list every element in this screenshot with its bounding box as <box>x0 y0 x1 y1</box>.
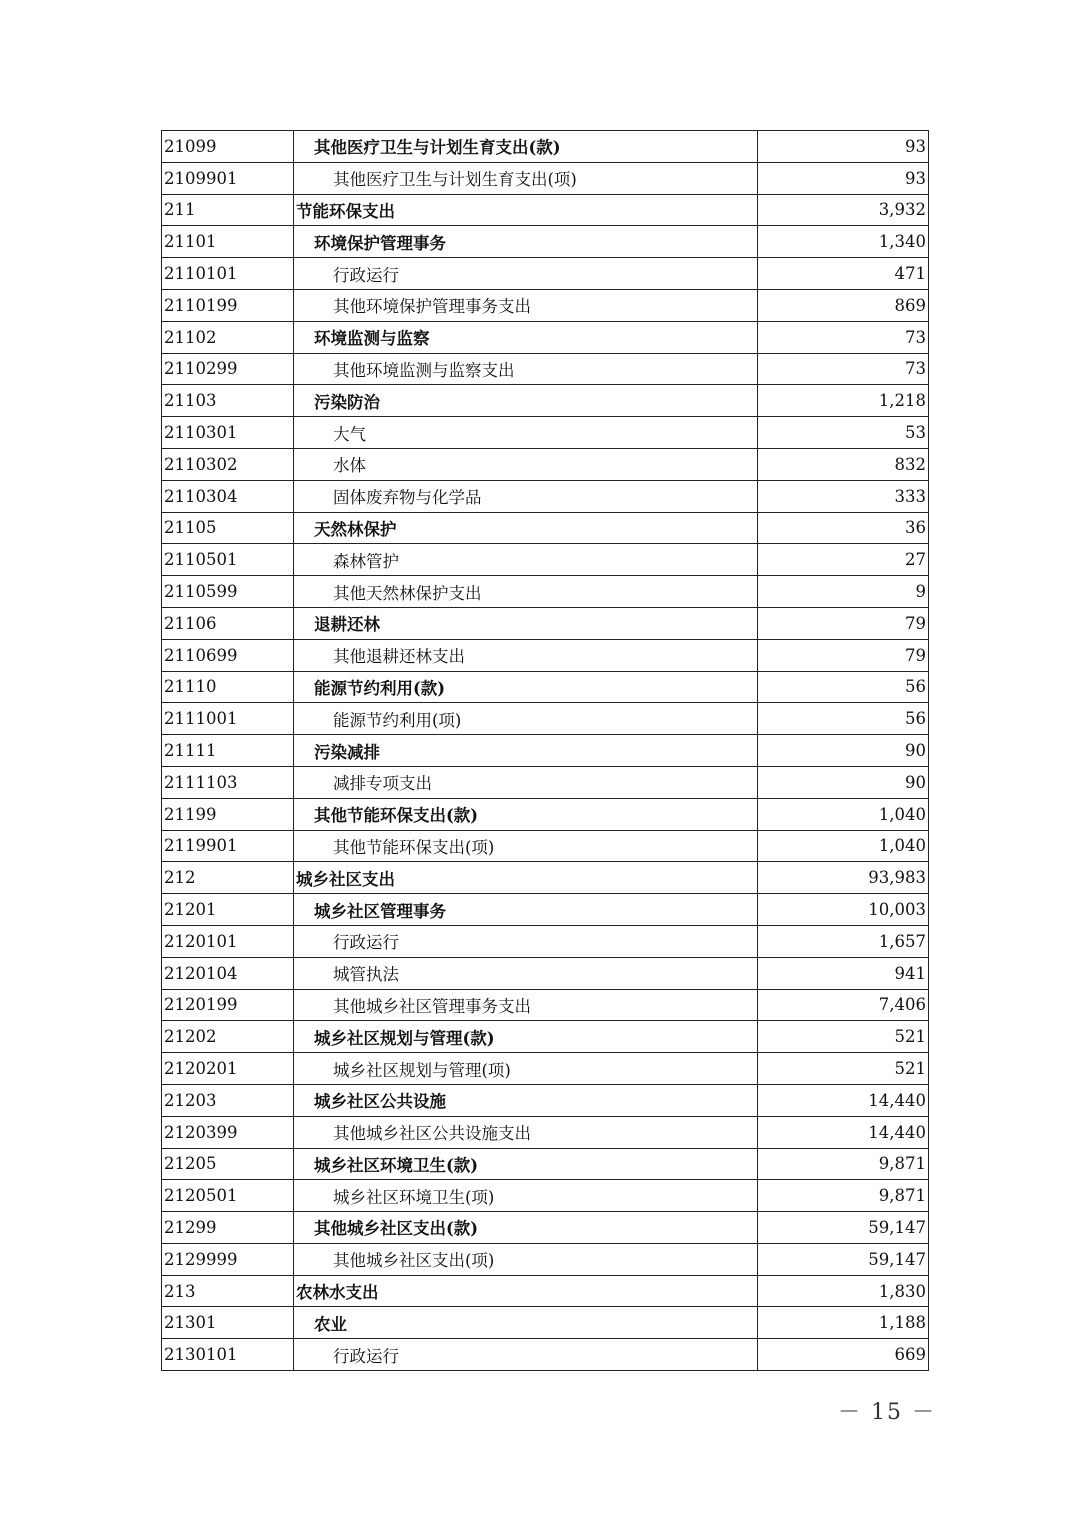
subject-name: 城管执法 <box>294 957 758 989</box>
table-row <box>162 226 929 258</box>
subject-code: 2110301 <box>162 417 294 449</box>
amount-value: 90 <box>758 766 929 798</box>
subject-name: 农业 <box>294 1307 758 1339</box>
subject-name: 天然林保护 <box>294 512 758 544</box>
subject-code: 21110 <box>162 671 294 703</box>
subject-code: 2110501 <box>162 544 294 576</box>
subject-name: 其他城乡社区公共设施支出 <box>294 1116 758 1148</box>
amount-value: 521 <box>758 1021 929 1053</box>
subject-name: 其他城乡社区支出(项) <box>294 1243 758 1275</box>
subject-name: 城乡社区规划与管理(款) <box>294 1021 758 1053</box>
amount-value: 93 <box>758 162 929 194</box>
subject-code: 2110299 <box>162 353 294 385</box>
subject-code: 2110199 <box>162 289 294 321</box>
amount-value: 59,147 <box>758 1212 929 1244</box>
amount-value: 1,830 <box>758 1275 929 1307</box>
subject-code: 2110599 <box>162 576 294 608</box>
table-row <box>162 417 929 449</box>
budget-table <box>161 130 929 1371</box>
subject-name: 行政运行 <box>294 1339 758 1371</box>
subject-name: 城乡社区环境卫生(项) <box>294 1180 758 1212</box>
amount-value: 9,871 <box>758 1180 929 1212</box>
subject-name: 大气 <box>294 417 758 449</box>
table-row <box>162 289 929 321</box>
subject-name: 城乡社区管理事务 <box>294 894 758 926</box>
table-row <box>162 448 929 480</box>
table-body <box>162 131 929 1371</box>
subject-name: 其他天然林保护支出 <box>294 576 758 608</box>
subject-code: 21205 <box>162 1148 294 1180</box>
amount-value: 53 <box>758 417 929 449</box>
amount-value: 93 <box>758 131 929 163</box>
table-row <box>162 1148 929 1180</box>
table-row <box>162 703 929 735</box>
subject-code: 21102 <box>162 321 294 353</box>
amount-value: 10,003 <box>758 894 929 926</box>
subject-name: 能源节约利用(项) <box>294 703 758 735</box>
subject-name: 其他节能环保支出(款) <box>294 798 758 830</box>
table-row <box>162 989 929 1021</box>
subject-name: 其他城乡社区支出(款) <box>294 1212 758 1244</box>
table-row <box>162 1275 929 1307</box>
table-row <box>162 1307 929 1339</box>
table-row <box>162 353 929 385</box>
subject-code: 2120101 <box>162 925 294 957</box>
subject-name: 行政运行 <box>294 258 758 290</box>
page-number: － 15 － <box>838 1400 936 1425</box>
subject-name: 环境保护管理事务 <box>294 226 758 258</box>
table-row <box>162 258 929 290</box>
subject-name: 其他城乡社区管理事务支出 <box>294 989 758 1021</box>
subject-code: 2129999 <box>162 1243 294 1275</box>
amount-value: 521 <box>758 1053 929 1085</box>
subject-name: 其他环境监测与监察支出 <box>294 353 758 385</box>
amount-value: 93,983 <box>758 862 929 894</box>
subject-code: 2120501 <box>162 1180 294 1212</box>
amount-value: 79 <box>758 607 929 639</box>
table-row <box>162 512 929 544</box>
subject-code: 21106 <box>162 607 294 639</box>
subject-name: 其他退耕还林支出 <box>294 639 758 671</box>
subject-code: 2110304 <box>162 480 294 512</box>
amount-value: 73 <box>758 321 929 353</box>
subject-name: 节能环保支出 <box>294 194 758 226</box>
table-row <box>162 385 929 417</box>
amount-value: 869 <box>758 289 929 321</box>
amount-value: 333 <box>758 480 929 512</box>
subject-name: 能源节约利用(款) <box>294 671 758 703</box>
subject-code: 21111 <box>162 735 294 767</box>
subject-name: 环境监测与监察 <box>294 321 758 353</box>
subject-name: 减排专项支出 <box>294 766 758 798</box>
subject-code: 2111001 <box>162 703 294 735</box>
subject-name: 水体 <box>294 448 758 480</box>
subject-code: 21105 <box>162 512 294 544</box>
table-row <box>162 1212 929 1244</box>
table-row <box>162 925 929 957</box>
table-row <box>162 544 929 576</box>
subject-code: 21201 <box>162 894 294 926</box>
table-row <box>162 639 929 671</box>
amount-value: 941 <box>758 957 929 989</box>
subject-code: 2111103 <box>162 766 294 798</box>
amount-value: 7,406 <box>758 989 929 1021</box>
subject-code: 2120201 <box>162 1053 294 1085</box>
table-row <box>162 321 929 353</box>
amount-value: 14,440 <box>758 1116 929 1148</box>
amount-value: 14,440 <box>758 1084 929 1116</box>
subject-code: 2109901 <box>162 162 294 194</box>
subject-code: 2120104 <box>162 957 294 989</box>
subject-name: 污染减排 <box>294 735 758 767</box>
subject-code: 212 <box>162 862 294 894</box>
subject-code: 2120199 <box>162 989 294 1021</box>
subject-name: 城乡社区支出 <box>294 862 758 894</box>
amount-value: 27 <box>758 544 929 576</box>
subject-code: 2110302 <box>162 448 294 480</box>
subject-name: 其他医疗卫生与计划生育支出(款) <box>294 131 758 163</box>
subject-name: 行政运行 <box>294 925 758 957</box>
subject-code: 21199 <box>162 798 294 830</box>
amount-value: 90 <box>758 735 929 767</box>
table-row <box>162 894 929 926</box>
subject-code: 2120399 <box>162 1116 294 1148</box>
subject-code: 21103 <box>162 385 294 417</box>
amount-value: 1,657 <box>758 925 929 957</box>
subject-name: 其他环境保护管理事务支出 <box>294 289 758 321</box>
amount-value: 832 <box>758 448 929 480</box>
amount-value: 1,040 <box>758 830 929 862</box>
table-row <box>162 1339 929 1371</box>
subject-code: 2130101 <box>162 1339 294 1371</box>
amount-value: 79 <box>758 639 929 671</box>
amount-value: 9,871 <box>758 1148 929 1180</box>
table-row <box>162 1243 929 1275</box>
subject-code: 2119901 <box>162 830 294 862</box>
table-row <box>162 1084 929 1116</box>
subject-name: 其他医疗卫生与计划生育支出(项) <box>294 162 758 194</box>
subject-name: 退耕还林 <box>294 607 758 639</box>
amount-value: 36 <box>758 512 929 544</box>
amount-value: 56 <box>758 703 929 735</box>
table-row <box>162 862 929 894</box>
amount-value: 1,040 <box>758 798 929 830</box>
subject-code: 21202 <box>162 1021 294 1053</box>
amount-value: 1,218 <box>758 385 929 417</box>
amount-value: 669 <box>758 1339 929 1371</box>
subject-name: 森林管护 <box>294 544 758 576</box>
subject-name: 城乡社区公共设施 <box>294 1084 758 1116</box>
table-row <box>162 830 929 862</box>
amount-value: 9 <box>758 576 929 608</box>
subject-name: 固体废弃物与化学品 <box>294 480 758 512</box>
amount-value: 59,147 <box>758 1243 929 1275</box>
subject-name: 其他节能环保支出(项) <box>294 830 758 862</box>
table-row <box>162 1053 929 1085</box>
table-row <box>162 480 929 512</box>
table-row <box>162 671 929 703</box>
subject-code: 2110699 <box>162 639 294 671</box>
table-row <box>162 735 929 767</box>
subject-code: 211 <box>162 194 294 226</box>
amount-value: 1,188 <box>758 1307 929 1339</box>
amount-value: 471 <box>758 258 929 290</box>
subject-code: 21203 <box>162 1084 294 1116</box>
subject-name: 城乡社区环境卫生(款) <box>294 1148 758 1180</box>
amount-value: 73 <box>758 353 929 385</box>
table-row <box>162 607 929 639</box>
table-row <box>162 1021 929 1053</box>
subject-name: 城乡社区规划与管理(项) <box>294 1053 758 1085</box>
subject-code: 21099 <box>162 131 294 163</box>
subject-code: 2110101 <box>162 258 294 290</box>
table-row <box>162 1116 929 1148</box>
table-row <box>162 576 929 608</box>
subject-code: 213 <box>162 1275 294 1307</box>
table-row <box>162 131 929 163</box>
subject-name: 农林水支出 <box>294 1275 758 1307</box>
table-row <box>162 766 929 798</box>
amount-value: 1,340 <box>758 226 929 258</box>
table-row <box>162 798 929 830</box>
subject-code: 21299 <box>162 1212 294 1244</box>
amount-value: 56 <box>758 671 929 703</box>
subject-name: 污染防治 <box>294 385 758 417</box>
table-row <box>162 162 929 194</box>
amount-value: 3,932 <box>758 194 929 226</box>
subject-code: 21101 <box>162 226 294 258</box>
table-row <box>162 1180 929 1212</box>
subject-code: 21301 <box>162 1307 294 1339</box>
table-row <box>162 194 929 226</box>
table-row <box>162 957 929 989</box>
